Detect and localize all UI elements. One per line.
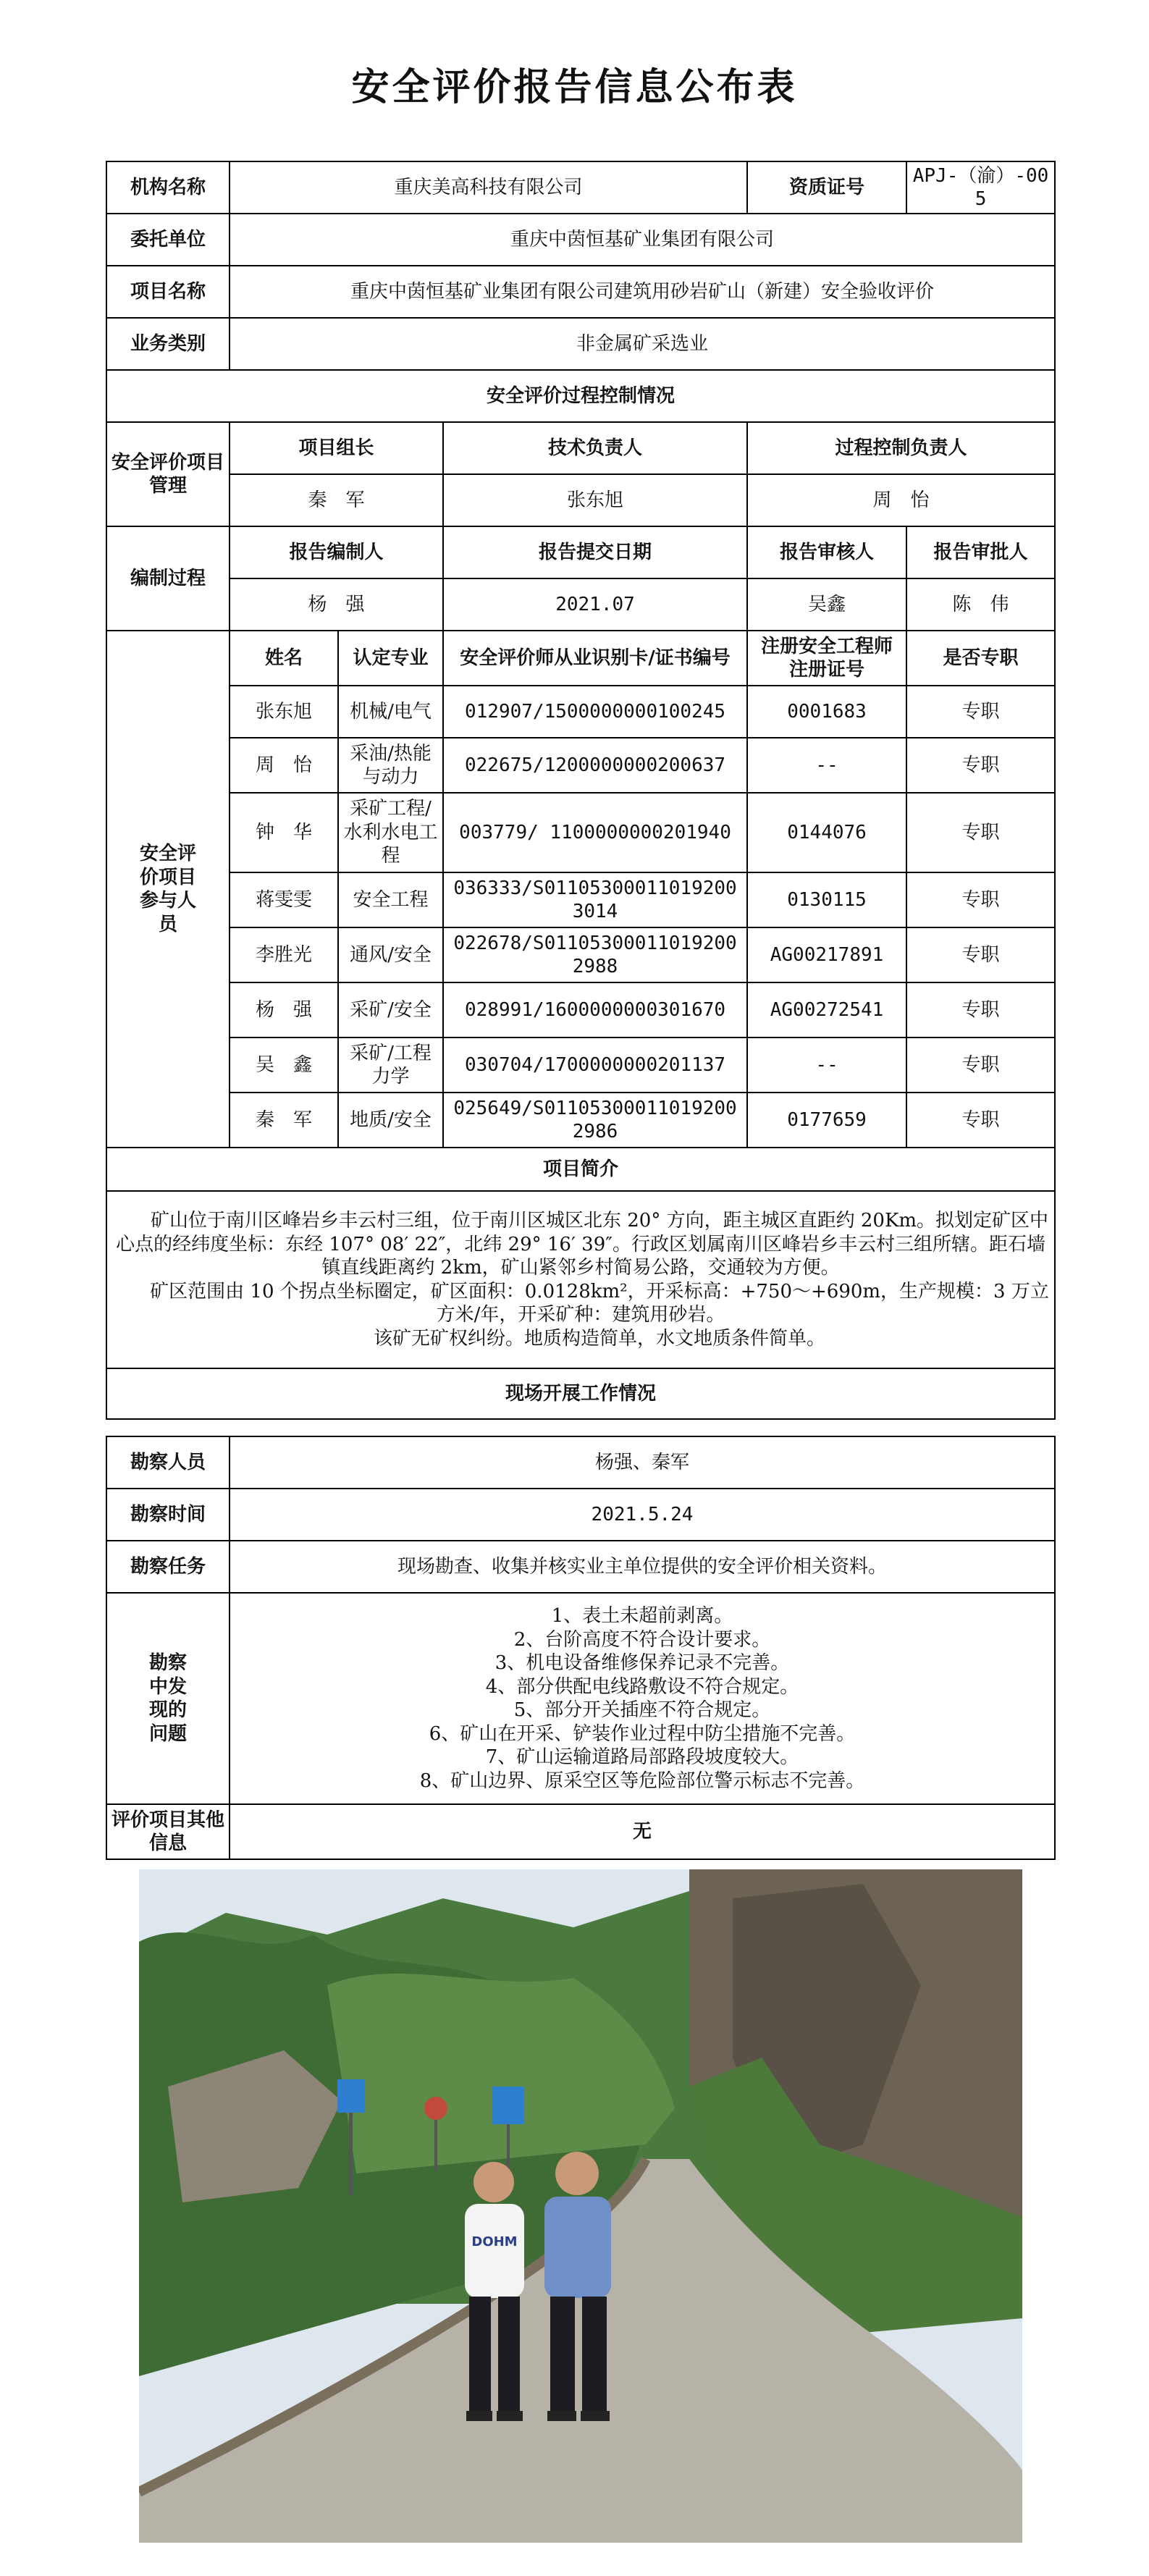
- person-major: 安全工程: [338, 872, 443, 927]
- person-major: 机械/电气: [338, 686, 443, 738]
- survey-table: [106, 1436, 1056, 1860]
- info-table: [106, 161, 1056, 1420]
- cert-label: 资质证号: [747, 161, 906, 214]
- person-major: 通风/安全: [338, 927, 443, 982]
- compilation-value: 吴鑫: [747, 578, 906, 631]
- compilation-header: 报告提交日期: [443, 526, 747, 578]
- compilation-value: 2021.07: [443, 578, 747, 631]
- person-name: 钟 华: [230, 793, 338, 872]
- problem-item: 3、机电设备维修保养记录不完善。: [494, 1652, 790, 1674]
- management-value: 张东旭: [443, 474, 747, 526]
- person-card: 022678/S011053000110192002988: [443, 927, 747, 982]
- personnel-header: 是否专职: [906, 631, 1055, 686]
- project-value: 重庆中茵恒基矿业集团有限公司建筑用砂岩矿山（新建）安全验收评价: [230, 266, 1055, 318]
- intro-header: 项目简介: [106, 1148, 1055, 1191]
- person-reg: 0177659: [747, 1093, 906, 1148]
- problem-item: 5、部分开关插座不符合规定。: [513, 1699, 771, 1721]
- compilation-label: 编制过程: [106, 526, 230, 631]
- management-header: 项目组长: [230, 422, 443, 474]
- management-label: 安全评价项目管理: [106, 422, 230, 526]
- survey-people-value: 杨强、秦军: [230, 1436, 1055, 1489]
- compilation-header: 报告审核人: [747, 526, 906, 578]
- photo-sign-post: [349, 2108, 353, 2195]
- person-major: 采矿/工程力学: [338, 1037, 443, 1093]
- person-reg: 0001683: [747, 686, 906, 738]
- other-info-label: 评价项目其他信息: [106, 1804, 230, 1859]
- survey-time-label: 勘察时间: [106, 1489, 230, 1541]
- person-name: 吴 鑫: [230, 1037, 338, 1093]
- photo-shirt-text: DOHM: [471, 2234, 518, 2249]
- compilation-value: 陈 伟: [906, 578, 1055, 631]
- survey-people-label: 勘察人员: [106, 1436, 230, 1489]
- intro-body: [106, 1191, 1055, 1368]
- person-name: 张东旭: [230, 686, 338, 738]
- person-card: 022675/1200000000200637: [443, 738, 747, 793]
- personnel-label: 安全评价项目参与人员: [106, 631, 230, 1148]
- person-name: 蒋雯雯: [230, 872, 338, 927]
- photo-sign-post: [434, 2120, 437, 2171]
- person-name: 秦 军: [230, 1093, 338, 1148]
- problems-label: 勘察中发现的问题: [106, 1593, 230, 1804]
- management-header: 过程控制负责人: [747, 422, 1055, 474]
- person-major: 采矿工程/水利水电工程: [338, 793, 443, 872]
- site-photo: [139, 1869, 1022, 2543]
- problem-item: 2、台阶高度不符合设计要求。: [513, 1628, 771, 1651]
- person-name: 周 怡: [230, 738, 338, 793]
- photo-sign: [492, 2087, 524, 2124]
- personnel-header: 安全评价师从业识别卡/证书编号: [443, 631, 747, 686]
- person-fulltime: 专职: [906, 793, 1055, 872]
- person-reg: 0130115: [747, 872, 906, 927]
- client-value: 重庆中茵恒基矿业集团有限公司: [230, 214, 1055, 266]
- process-header: 安全评价过程控制情况: [106, 370, 1055, 422]
- person-major: 地质/安全: [338, 1093, 443, 1148]
- management-header: 技术负责人: [443, 422, 747, 474]
- person-major: 采油/热能与动力: [338, 738, 443, 793]
- person-fulltime: 专职: [906, 872, 1055, 927]
- photo-sign: [424, 2097, 447, 2120]
- problems-list: [230, 1593, 1055, 1804]
- survey-time-value: 2021.5.24: [230, 1489, 1055, 1541]
- person-fulltime: 专职: [906, 738, 1055, 793]
- problem-item: 4、部分供配电线路敷设不符合规定。: [485, 1675, 799, 1698]
- person-name: 李胜光: [230, 927, 338, 982]
- org-label: 机构名称: [106, 161, 230, 214]
- person-card: 030704/1700000000201137: [443, 1037, 747, 1093]
- person-card: 025649/S011053000110192002986: [443, 1093, 747, 1148]
- business-value: 非金属矿采选业: [230, 318, 1055, 370]
- person-fulltime: 专职: [906, 1037, 1055, 1093]
- problem-item: 6、矿山在开采、铲装作业过程中防尘措施不完善。: [429, 1722, 856, 1745]
- survey-task-value: 现场勘查、收集并核实业主单位提供的安全评价相关资料。: [230, 1541, 1055, 1593]
- client-label: 委托单位: [106, 214, 230, 266]
- survey-task-label: 勘察任务: [106, 1541, 230, 1593]
- org-value: 重庆美高科技有限公司: [230, 161, 747, 214]
- management-value: 周 怡: [747, 474, 1055, 526]
- person-name: 杨 强: [230, 982, 338, 1037]
- field-header: 现场开展工作情况: [106, 1368, 1055, 1419]
- photo-sign: [337, 2079, 365, 2113]
- intro-paragraph: 该矿无矿权纠纷。地质构造简单，水文地质条件简单。: [374, 1327, 826, 1350]
- person-reg: 0144076: [747, 793, 906, 872]
- person-fulltime: 专职: [906, 927, 1055, 982]
- problem-item: 8、矿山边界、原采空区等危险部位警示标志不完善。: [419, 1769, 865, 1792]
- management-value: 秦 军: [230, 474, 443, 526]
- person-card: 012907/1500000000100245: [443, 686, 747, 738]
- personnel-header: 注册安全工程师注册证号: [747, 631, 906, 686]
- cert-value: APJ-（渝）-005: [906, 161, 1055, 214]
- person-reg: AG00217891: [747, 927, 906, 982]
- person-card: 003779/ 1100000000201940: [443, 793, 747, 872]
- person-fulltime: 专职: [906, 686, 1055, 738]
- business-label: 业务类别: [106, 318, 230, 370]
- person-reg: AG00272541: [747, 982, 906, 1037]
- personnel-header: 姓名: [230, 631, 338, 686]
- person-reg: --: [747, 1037, 906, 1093]
- problem-item: 1、表土未超前剥离。: [551, 1605, 733, 1627]
- person-major: 采矿/安全: [338, 982, 443, 1037]
- intro-paragraph: 矿山位于南川区峰岩乡丰云村三组，位于南川区城区北东 20° 方向，距主城区直距约 20Km。拟划定矿区中心点的经纬度坐标：东经 107° 08′ 22″，北纬 29° 16′ 39″。行政区划属南川区峰岩乡丰云村三组所辖。距石墙镇直线距离约 2km，矿山紧邻乡村简易公路，交通较为方便。: [116, 1210, 1049, 1279]
- compilation-value: 杨 强: [230, 578, 443, 631]
- page-title: 安全评价报告信息公布表: [351, 66, 798, 109]
- project-label: 项目名称: [106, 266, 230, 318]
- intro-paragraph: 矿区范围由 10 个拐点坐标圈定，矿区面积：0.0128km²，开采标高：+750～+690m，生产规模：3 万立方米/年，开采矿种：建筑用砂岩。: [150, 1280, 1049, 1326]
- person-reg: --: [747, 738, 906, 793]
- compilation-header: 报告审批人: [906, 526, 1055, 578]
- problem-item: 7、矿山运输道路局部路段坡度较大。: [485, 1746, 799, 1768]
- person-card: 036333/S011053000110192003014: [443, 872, 747, 927]
- compilation-header: 报告编制人: [230, 526, 443, 578]
- person-fulltime: 专职: [906, 982, 1055, 1037]
- person-card: 028991/1600000000301670: [443, 982, 747, 1037]
- personnel-header: 认定专业: [338, 631, 443, 686]
- other-info-value: 无: [230, 1804, 1055, 1859]
- person-fulltime: 专职: [906, 1093, 1055, 1148]
